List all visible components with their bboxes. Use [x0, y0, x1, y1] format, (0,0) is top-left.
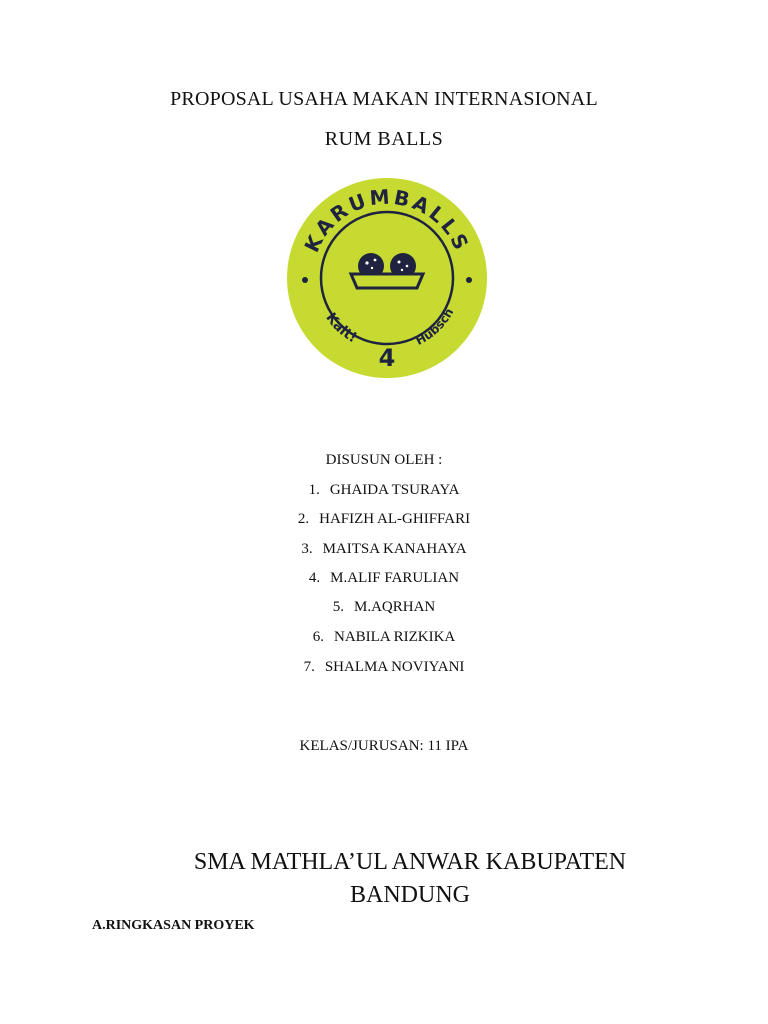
- authors-heading: DISUSUN OLEH :: [325, 452, 443, 468]
- karumballs-logo: [283, 178, 491, 378]
- author-item: 7. SHALMA NOVIYANI: [303, 659, 465, 675]
- logo-left-text: Kalt!: [322, 309, 360, 347]
- document-subtitle: RUM BALLS: [324, 128, 444, 150]
- logo-number: 4: [378, 344, 396, 372]
- class-line: KELAS/JURUSAN: 11 IPA: [299, 738, 469, 754]
- school-name: [160, 846, 660, 912]
- author-item: 6. NABILA RIZKIKA: [312, 629, 456, 645]
- school-line-1: SMA MATHLA’UL ANWAR KABUPATEN: [193, 849, 627, 875]
- logo-right-text: Hübsch: [413, 305, 457, 348]
- author-item: 5. M.AQRHAN: [332, 599, 436, 615]
- school-line-2: BANDUNG: [350, 882, 470, 908]
- logo-dot-left: [302, 277, 308, 283]
- logo-dot-right: [466, 277, 472, 283]
- author-item: 2. HAFIZH AL-GHIFFARI: [297, 511, 471, 527]
- author-item: 3. MAITSA KANAHAYA: [301, 541, 467, 557]
- logo-brand-path: KARUMBALLS: [299, 184, 475, 256]
- author-item: 1. GHAIDA TSURAYA: [308, 482, 460, 498]
- section-heading: A.RINGKASAN PROYEK: [92, 918, 255, 933]
- document-title: PROPOSAL USAHA MAKAN INTERNASIONAL: [170, 88, 598, 110]
- author-item: 4. M.ALIF FARULIAN: [308, 570, 460, 586]
